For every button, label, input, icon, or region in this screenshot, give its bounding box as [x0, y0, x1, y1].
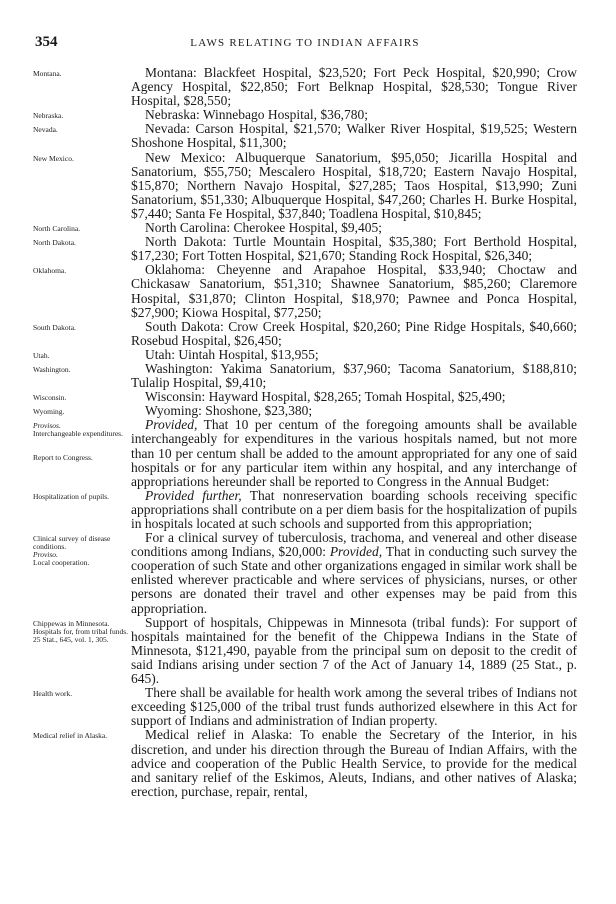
paragraph-block — [0, 390, 616, 404]
margin-note — [33, 126, 129, 134]
margin-note — [33, 225, 129, 233]
paragraph-span: Support of hospitals, Chippewas in Minnesota (tribal funds): For support of hospitals maintained for the benefit of the Chippewa Indians in the State of Minnesota, $121,490, payable from the principal sum on deposit to the credit of said Indians arising under section 7 of the Act of January 14, 1889 (25 Stat., p. 645). — [131, 614, 577, 687]
paragraph-block — [0, 489, 616, 531]
margin-note-line: Nevada. — [33, 125, 58, 135]
paragraph-block — [0, 263, 616, 319]
paragraph-span: Wyoming: Shoshone, $23,380; — [145, 403, 313, 419]
margin-note-line: Clinical survey of disease conditions. — [33, 534, 111, 552]
margin-note-line: Interchangeable expenditures. — [33, 429, 123, 439]
paragraph-text — [131, 263, 577, 319]
paragraph-span: Medical relief in Alaska: To enable the Secretary of the Interior, in his discretion, and under his direction through the Bureau of Indian Affairs, with the advice and cooperation of the Public Health Service, to provide for the medical and sanitary relief of the Eskimos, Aleuts, Indians, and other natives of Alaska; erection, purchase, repair, rental, — [131, 727, 577, 799]
margin-note — [33, 324, 129, 332]
margin-note — [33, 535, 129, 567]
paragraph-span: South Dakota: Crow Creek Hospital, $20,260; Pine Ridge Hospitals, $40,660; Rosebud Hospital, $26,450; — [131, 318, 577, 348]
paragraph-block — [0, 362, 616, 390]
paragraph-block — [0, 122, 616, 150]
paragraph-span: For a clinical survey of tuberculosis, trachoma, and venereal and other disease conditions among Indians, $20,000: — [131, 530, 577, 560]
margin-note-line: Local cooperation. — [33, 558, 90, 568]
margin-note-line: 25 Stat., 645, vol. 1, 305. — [33, 634, 109, 644]
margin-note-line: Montana. — [33, 69, 62, 78]
paragraph-text — [131, 390, 577, 404]
page-number: 354 — [35, 34, 58, 50]
paragraph-block — [0, 221, 616, 235]
paragraph-block — [0, 728, 616, 798]
paragraph-block — [0, 320, 616, 348]
paragraph-block — [0, 151, 616, 221]
paragraph-text — [131, 66, 577, 108]
paragraph-block — [0, 348, 616, 362]
paragraph-span: That in conducting such survey the cooperation of such State and other organizations engaged in similar work shall be enlisted wherever practicable and where services of physicians, nurses, or other persons are donated their travel and other expenses may be paid from this appropriation. — [131, 544, 578, 616]
paragraph-span: Oklahoma: Cheyenne and Arapahoe Hospital, $33,940; Choctaw and Chickasaw Sanatorium, $51,310; Shawnee Sanatorium, $85,260; Claremore Hospital, $31,870; Clinton Hospital, $18,970; Pawnee and Ponca Hospital, $27,900; Kiowa Hospital, $77,250; — [131, 262, 577, 320]
paragraph-text — [131, 122, 577, 150]
margin-note-line: Provisos. — [33, 421, 61, 431]
margin-note-line: Health work. — [33, 689, 73, 699]
margin-note-line: Wisconsin. — [33, 393, 67, 403]
margin-note — [33, 112, 129, 120]
paragraph-block — [0, 616, 616, 686]
paragraph-text — [131, 404, 577, 418]
margin-note-line: Chippewas in Minnesota. — [33, 618, 110, 628]
margin-note — [33, 239, 129, 247]
margin-note-line: Utah. — [33, 350, 50, 360]
paragraph-text — [131, 362, 577, 390]
paragraph-span: Montana: Blackfeet Hospital, $23,520; Fort Peck Hospital, $20,990; Crow Agency Hospital, $22,850; Fort Belknap Hospital, $28,530; Tongue River Hospital, $28,550; — [131, 65, 577, 109]
proviso-italic: Provided, — [326, 544, 383, 560]
paragraph-span: North Carolina: Cherokee Hospital, $9,405; — [145, 220, 382, 236]
paragraph-text — [131, 489, 577, 531]
proviso-italic: Provided, — [145, 417, 198, 433]
margin-note-line: South Dakota. — [33, 322, 76, 332]
paragraph-span: Nebraska: Winnebago Hospital, $36,780; — [145, 107, 369, 123]
margin-note — [33, 408, 129, 416]
paragraph-block — [0, 531, 616, 616]
margin-note-line: Nebraska. — [33, 111, 64, 121]
margin-note — [33, 620, 129, 644]
margin-note — [33, 352, 129, 360]
margin-note-line: Wyoming. — [33, 407, 65, 417]
paragraph-text — [131, 151, 577, 221]
paragraph-span: New Mexico: Albuquerque Sanatorium, $95,050; Jicarilla Hospital and Sanatorium, $55,750; Mescalero Hospital, $18,720; Eastern Navajo Hospital, $15,870; Northern Navajo Hospital, $27,285; Taos Hospital, $13,990; Zuni Sanatorium, $51,330; Albuquerque Hospital, $47,260; Charles H. Burke Hospital, $7,440; Santa Fe Hospital, $37,840; Toadlena Hospital, $10,845; — [131, 149, 577, 221]
paragraph-text — [131, 686, 577, 728]
document-body — [0, 66, 616, 799]
paragraph-block — [0, 235, 616, 263]
margin-note — [33, 366, 129, 374]
margin-note-line: Washington. — [33, 364, 71, 374]
margin-note-line: Proviso. — [33, 550, 58, 560]
paragraph-text — [131, 320, 577, 348]
margin-note — [33, 267, 129, 275]
paragraph-text — [131, 235, 577, 263]
paragraph-text — [131, 348, 577, 362]
paragraph-span: Washington: Yakima Sanatorium, $37,960; Tacoma Sanatorium, $188,810; Tulalip Hospital, $9,410; — [131, 360, 577, 391]
paragraph-block — [0, 686, 616, 728]
paragraph-text — [131, 418, 577, 488]
margin-note-line — [33, 438, 129, 446]
margin-note — [33, 732, 129, 740]
paragraph-block — [0, 418, 616, 488]
margin-note — [33, 690, 129, 698]
paragraph-span: Wisconsin: Hayward Hospital, $28,265; Tomah Hospital, $25,490; — [145, 389, 506, 405]
paragraph-span: Nevada: Carson Hospital, $21,570; Walker River Hospital, $19,525; Western Shoshone Hospital, $11,300; — [131, 121, 577, 151]
margin-note — [33, 70, 129, 78]
margin-note — [33, 394, 129, 402]
proviso-italic: Provided further, — [145, 487, 242, 503]
paragraph-span: There shall be available for health work among the several tribes of Indians not exceeding $125,000 of the tribal trust funds authorized elsewhere in this Act for support of Indians and administration of Indian property. — [131, 685, 577, 729]
paragraph-text — [131, 531, 577, 616]
paragraph-text — [131, 221, 577, 235]
margin-note-line: Report to Congress. — [33, 453, 93, 463]
margin-note-line: Hospitalization of pupils. — [33, 491, 110, 501]
margin-note — [33, 422, 129, 462]
margin-note-line: Medical relief in Alaska. — [33, 731, 108, 741]
margin-note-line: Oklahoma. — [33, 266, 67, 276]
paragraph-span: North Dakota: Turtle Mountain Hospital, $35,380; Fort Berthold Hospital, $17,230; Fort Totten Hospital, $21,670; Standing Rock Hospital, $26,340; — [131, 234, 577, 264]
margin-note — [33, 493, 129, 501]
paragraph-span: That nonreservation boarding schools receiving specific appropriations shall contribute on a per diem basis for the hospitalization of pupils in hospitals located at such schools and supported from this appropriation; — [131, 487, 577, 531]
paragraph-text — [131, 616, 577, 686]
paragraph-block — [0, 66, 616, 108]
margin-note-line: North Carolina. — [33, 224, 81, 234]
margin-note-line: North Dakota. — [33, 238, 76, 248]
paragraph-block — [0, 404, 616, 418]
page-header — [35, 34, 575, 54]
margin-note — [33, 155, 129, 163]
paragraph-span: That 10 per centum of the foregoing amounts shall be available interchangeably for expenditures in the various hospitals named, but not more than 10 per centum shall be added to the amount appropriated for any one of said hospitals or for any particular item within any hospital, and any interchange of appropriations hereunder shall be reported to Congress in the Annual Budget: — [131, 417, 577, 489]
paragraph-span: Utah: Uintah Hospital, $13,955; — [145, 346, 319, 362]
paragraph-text — [131, 728, 577, 798]
margin-note-line: New Mexico. — [33, 153, 74, 163]
paragraph-text — [131, 108, 577, 122]
margin-note-line: Hospitals for, from tribal funds. — [33, 626, 129, 636]
paragraph-block — [0, 108, 616, 122]
running-title: LAWS RELATING TO INDIAN AFFAIRS — [190, 37, 420, 49]
